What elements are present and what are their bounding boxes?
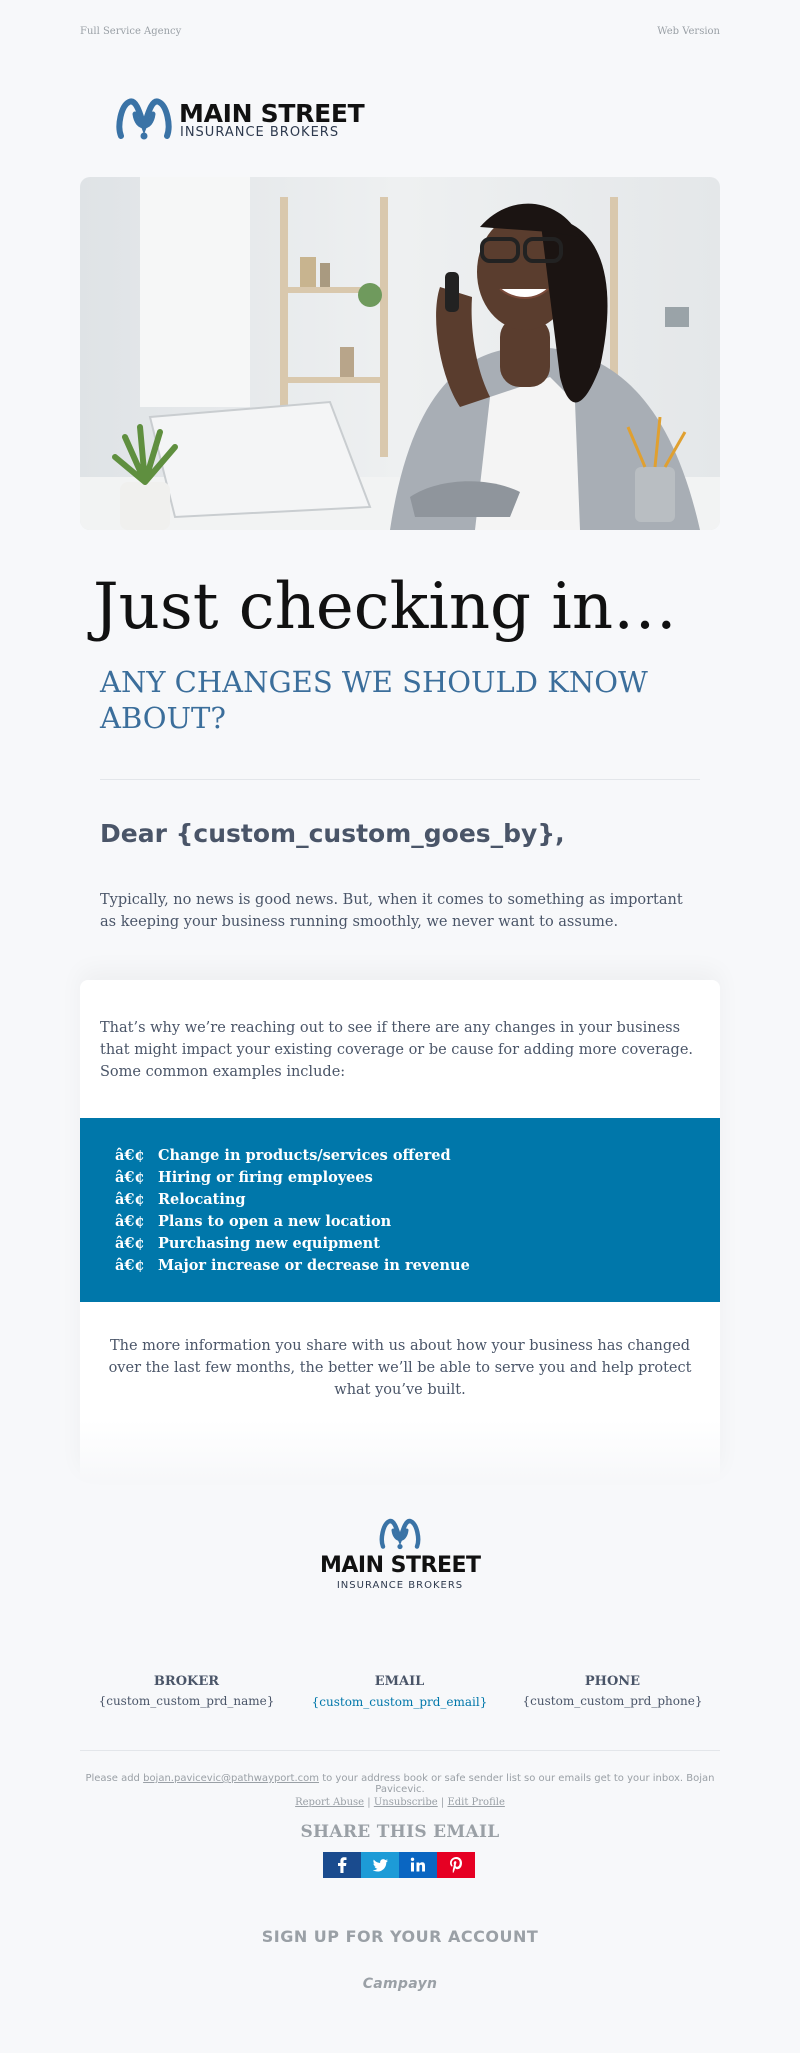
list-item bbox=[115, 1255, 470, 1277]
bullet-glyph: â€¢ bbox=[115, 1257, 145, 1274]
divider bbox=[100, 779, 700, 780]
facebook-icon bbox=[323, 1852, 361, 1878]
list-item bbox=[115, 1145, 470, 1167]
closing-paragraph: The more information you share with us about how your business has changed over the last few months, the better we’ll be able to serve you and help protect what you’ve built. bbox=[108, 1338, 692, 1398]
card-fade bbox=[80, 1420, 720, 1480]
unsubscribe-link[interactable]: Unsubscribe bbox=[373, 1797, 438, 1808]
headline: Just checking in… bbox=[93, 570, 678, 644]
broker-value: {custom_custom_prd_name} bbox=[98, 1694, 275, 1708]
note-suffix: to your address book or safe sender list so our emails get to your inbox. Bojan Pavicevic. bbox=[322, 1773, 715, 1795]
share-title: SHARE THIS EMAIL bbox=[300, 1822, 500, 1842]
phone-value: {custom_custom_prd_phone} bbox=[522, 1694, 703, 1708]
signup-link[interactable]: SIGN UP FOR YOUR ACCOUNT bbox=[261, 1927, 539, 1946]
footer-links bbox=[80, 1797, 720, 1808]
sender-email-link[interactable]: bojan.pavicevic@pathwayport.com bbox=[143, 1773, 319, 1784]
ms-monogram-icon bbox=[115, 96, 173, 142]
divider bbox=[80, 1750, 720, 1751]
safe-sender-note bbox=[80, 1773, 720, 1795]
web-version-link[interactable]: Web Version bbox=[657, 26, 720, 37]
phone-label: PHONE bbox=[584, 1674, 641, 1689]
phone-contact bbox=[506, 1673, 719, 1710]
list-item-text: Major increase or decrease in revenue bbox=[158, 1257, 470, 1274]
main-street-logo[interactable] bbox=[115, 96, 365, 142]
list-item bbox=[115, 1167, 470, 1189]
list-item-text: Purchasing new equipment bbox=[158, 1235, 380, 1252]
hero-image bbox=[80, 177, 720, 530]
subheadline: ANY CHANGES WE SHOULD KNOW ABOUT? bbox=[100, 665, 648, 735]
link-separator: | bbox=[367, 1797, 371, 1808]
preheader bbox=[80, 26, 720, 40]
facebook-share-button[interactable] bbox=[323, 1852, 361, 1878]
greeting: Dear {custom_custom_goes_by}, bbox=[100, 819, 565, 848]
pinterest-icon bbox=[437, 1852, 475, 1878]
list-item-text: Relocating bbox=[158, 1191, 246, 1208]
logo-tagline: INSURANCE BROKERS bbox=[336, 1580, 464, 1591]
list-item bbox=[115, 1189, 470, 1211]
broker-label: BROKER bbox=[153, 1674, 220, 1689]
footer-logo[interactable] bbox=[320, 1517, 480, 1595]
email-link[interactable]: {custom_custom_prd_email} bbox=[311, 1695, 488, 1709]
intro-paragraph: Typically, no news is good news. But, when it comes to something as important as keeping your business running smoothly, we never want to assume. bbox=[100, 892, 683, 930]
list-item-text: Plans to open a new location bbox=[158, 1213, 392, 1230]
twitter-share-button[interactable] bbox=[361, 1852, 399, 1878]
logo-wordmark: MAIN STREET bbox=[320, 1553, 481, 1578]
examples-list bbox=[115, 1145, 470, 1277]
linkedin-share-button[interactable] bbox=[399, 1852, 437, 1878]
note-prefix: Please add bbox=[85, 1773, 140, 1784]
list-item-text: Change in products/services offered bbox=[158, 1147, 451, 1164]
linkedin-icon bbox=[399, 1852, 437, 1878]
bullet-glyph: â€¢ bbox=[115, 1147, 145, 1164]
pinterest-share-button[interactable] bbox=[437, 1852, 475, 1878]
email-contact bbox=[293, 1673, 506, 1711]
bullet-glyph: â€¢ bbox=[115, 1169, 145, 1186]
edit-profile-link[interactable]: Edit Profile bbox=[447, 1797, 505, 1808]
list-item bbox=[115, 1233, 470, 1255]
hero-photo-illustration bbox=[80, 177, 720, 530]
bullet-glyph: â€¢ bbox=[115, 1235, 145, 1252]
examples-box bbox=[80, 1118, 720, 1302]
bullet-glyph: â€¢ bbox=[115, 1191, 145, 1208]
content-card bbox=[80, 980, 720, 1480]
ms-monogram-icon bbox=[376, 1517, 424, 1551]
bullet-glyph: â€¢ bbox=[115, 1213, 145, 1230]
link-separator: | bbox=[440, 1797, 445, 1808]
logo-wordmark: MAIN STREET bbox=[179, 99, 365, 128]
twitter-icon bbox=[361, 1852, 399, 1878]
email-label: EMAIL bbox=[374, 1674, 425, 1689]
contact-info bbox=[80, 1673, 720, 1713]
list-item-text: Hiring or firing employees bbox=[158, 1169, 373, 1186]
logo-tagline: INSURANCE BROKERS bbox=[180, 125, 340, 140]
campayn-logo[interactable]: Campayn bbox=[362, 1976, 438, 1992]
broker-contact bbox=[80, 1673, 293, 1710]
card-paragraph: That’s why we’re reaching out to see if there are any changes in your business that might impact your existing coverage or be cause for adding more coverage. Some common examples include: bbox=[100, 1020, 694, 1080]
report-abuse-link[interactable]: Report Abuse bbox=[295, 1797, 365, 1808]
agency-label: Full Service Agency bbox=[80, 26, 182, 37]
list-item bbox=[115, 1211, 470, 1233]
